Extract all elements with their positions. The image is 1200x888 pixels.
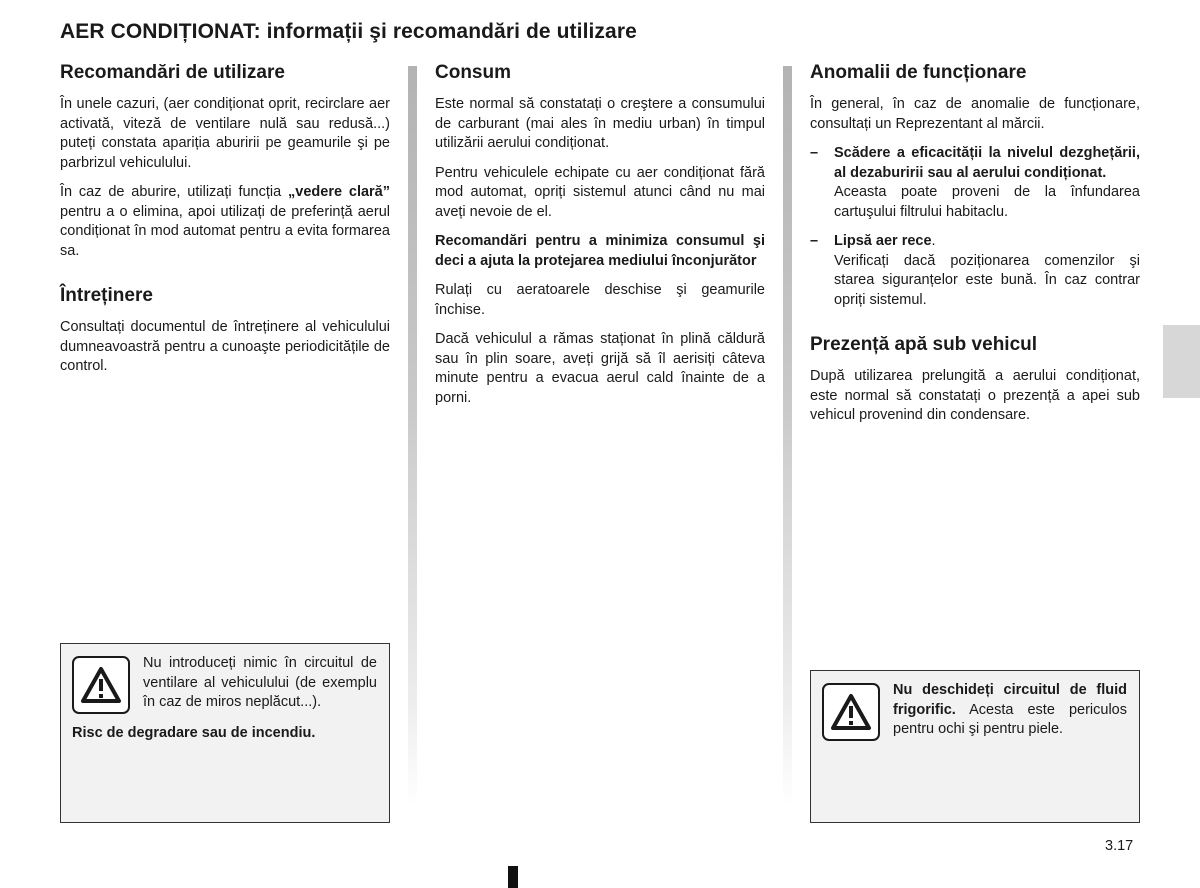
warning-box-ventilation	[60, 643, 390, 823]
list-item	[810, 144, 1140, 222]
page-title: AER CONDIȚIONAT: informații şi recomandări de utilizare	[60, 20, 637, 43]
paragraph-fogging: În unele cazuri, (aer condiționat oprit, recirclare aer activată, viteză de ventilare nulă sau redusă...) puteți constata apariția aburirii pe geamurile şi pe parbrizul vehiculului.	[60, 96, 390, 171]
heading-maintenance: Întreținere	[60, 285, 153, 306]
warning-text: Nu introduceți nimic în circuitul de ventilare al vehiculului (de exemplu în caz de miros neplăcut...).	[143, 655, 377, 710]
dash-bullet: –	[810, 145, 819, 161]
item-efficiency-text: Aceasta poate proveni de la înfundarea cartuşului filtrului habitaclu.	[834, 184, 1140, 220]
list-item	[810, 232, 1140, 310]
paragraph-vents-open: Rulați cu aeratoarele deschise şi geamurile închise.	[435, 282, 765, 318]
chapter-tab	[1163, 325, 1200, 398]
text-segment: .	[931, 233, 936, 249]
column-separator	[408, 66, 417, 806]
crop-mark	[508, 866, 518, 888]
warning-text	[893, 681, 1127, 741]
item-efficiency-title: Scădere a eficacității la nivelul dezghețării, al dezaburirii sau al aerului condiționat.	[834, 145, 1140, 181]
warning-box-refrigerant	[810, 670, 1140, 823]
text-segment: În caz de aburire, utilizați funcția	[60, 184, 289, 200]
paragraph-condensation: După utilizarea prelungită a aerului condiționat, este normal să constatați o prezență a apei sub vehicul provenind din condensare.	[810, 368, 1140, 423]
warning-risk: Risc de degradare sau de incendiu.	[72, 725, 316, 741]
paragraph-general-malfunction: În general, în caz de anomalie de funcționare, consultați un Reprezentant al mărcii.	[810, 96, 1140, 132]
heading-usage-recommendations: Recomandări de utilizare	[60, 62, 285, 83]
column-consumption	[435, 60, 765, 418]
paragraph-fuel-increase: Este normal să constatați o creştere a consumului de carburant (mai ales în mediu urban) în timpul utilizării aerului condiționat.	[435, 96, 765, 151]
item-no-cold-air-text: Verificați dacă poziționarea comenzilor şi starea siguranțelor este bună. În caz contrar opriți sistemul.	[834, 252, 1140, 308]
item-no-cold-air-title: Lipsă aer rece	[834, 233, 932, 249]
warning-triangle-icon	[822, 683, 880, 741]
text-segment: Acesta este periculos pentru ochi şi pentru piele.	[893, 701, 1127, 737]
clear-view-function-label: „vedere clară”	[288, 184, 390, 200]
text-segment: pentru a o elimina, apoi utilizați de preferință aerul condiționat în mod automat pentru a evita formarea sa.	[60, 203, 390, 259]
heading-malfunctions: Anomalii de funcționare	[810, 62, 1027, 83]
warning-triangle-icon	[72, 656, 130, 714]
column-malfunctions	[810, 60, 1140, 436]
paragraph-hot-vehicle: Dacă vehiculul a rămas staționat în plină căldură sau în plin soare, aveți grijă să îl aerisiți câteva minute pentru a evacua aerul cald înainte de a porni.	[435, 331, 765, 406]
subheading-minimize-consumption: Recomandări pentru a minimiza consumul şi deci a ajuta la protejarea mediului înconjurător	[435, 233, 765, 269]
warning-emphasis: Nu deschideți circuitul de fluid frigorific.	[893, 682, 1127, 718]
paragraph-clear-view	[60, 183, 390, 261]
paragraph-manual-ac: Pentru vehiculele echipate cu aer condiționat fără mod automat, opriți sistemul atunci când nu mai aveți nevoie de el.	[435, 164, 765, 220]
paragraph-maintenance: Consultați documentul de întreținere al vehiculului dumneavoastră pentru a cunoaşte periodicitățile de control.	[60, 319, 390, 374]
column-separator	[783, 66, 792, 806]
heading-consumption: Consum	[435, 62, 511, 83]
page-number: 3.17	[1105, 838, 1134, 854]
dash-bullet: –	[810, 233, 819, 249]
heading-water-under-vehicle: Prezență apă sub vehicul	[810, 334, 1038, 355]
column-recommendations	[60, 60, 390, 387]
